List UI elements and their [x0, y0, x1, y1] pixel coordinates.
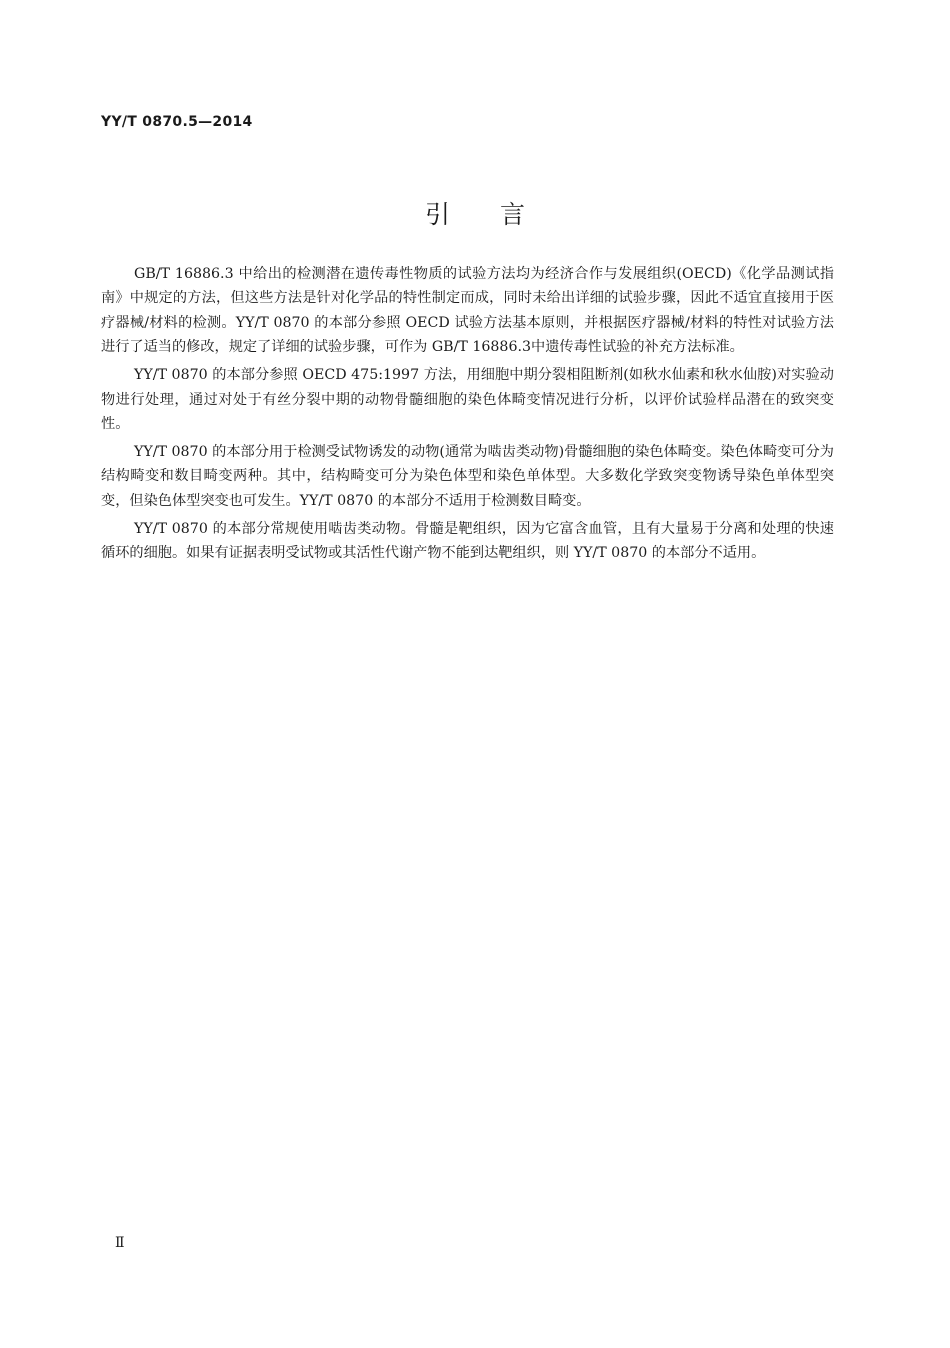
paragraph: YY/T 0870 的本部分参照 OECD 475:1997 方法，用细胞中期分裂相阻断剂(如秋水仙素和秋水仙胺)对实验动物进行处理，通过对处于有丝分裂中期的动物骨髓细胞的染色体畸变情况进行分析，以评价试验样品潜在的致突变性。	[101, 367, 834, 432]
paragraph: YY/T 0870 的本部分用于检测受试物诱发的动物(通常为啮齿类动物)骨髓细胞的染色体畸变。染色体畸变可分为结构畸变和数目畸变两种。其中，结构畸变可分为染色体型和染色单体型。大多数化学致突变物诱导染色单体型突变，但染色体型突变也可发生。YY/T 0870 的本部分不适用于检测数目畸变。	[101, 443, 834, 509]
page-title: 引言	[424, 200, 575, 229]
paragraph: GB/T 16886.3 中给出的检测潜在遗传毒性物质的试验方法均为经济合作与发展组织(OECD)《化学品测试指南》中规定的方法，但这些方法是针对化学品的特性制定而成，同时未给出详细的试验步骤，因此不适宜直接用于医疗器械/材料的检测。YY/T 0870 的本部分参照 OECD 试验方法基本原则，并根据医疗器械/材料的特性对试验方法进行了适当的修改，规定了详细的试验步骤，可作为 GB/T 16886.3中遗传毒性试验的补充方法标准。	[101, 266, 834, 356]
paragraph: YY/T 0870 的本部分常规使用啮齿类动物。骨髓是靶组织，因为它富含血管，且有大量易于分离和处理的快速循环的细胞。如果有证据表明受试物或其活性代谢产物不能到达靶组织，则 YY/T 0870 的本部分不适用。	[101, 520, 834, 561]
body-text	[101, 262, 834, 569]
document-code: YY/T 0870.5—2014	[101, 114, 253, 130]
page-number: Ⅱ	[115, 1235, 125, 1251]
